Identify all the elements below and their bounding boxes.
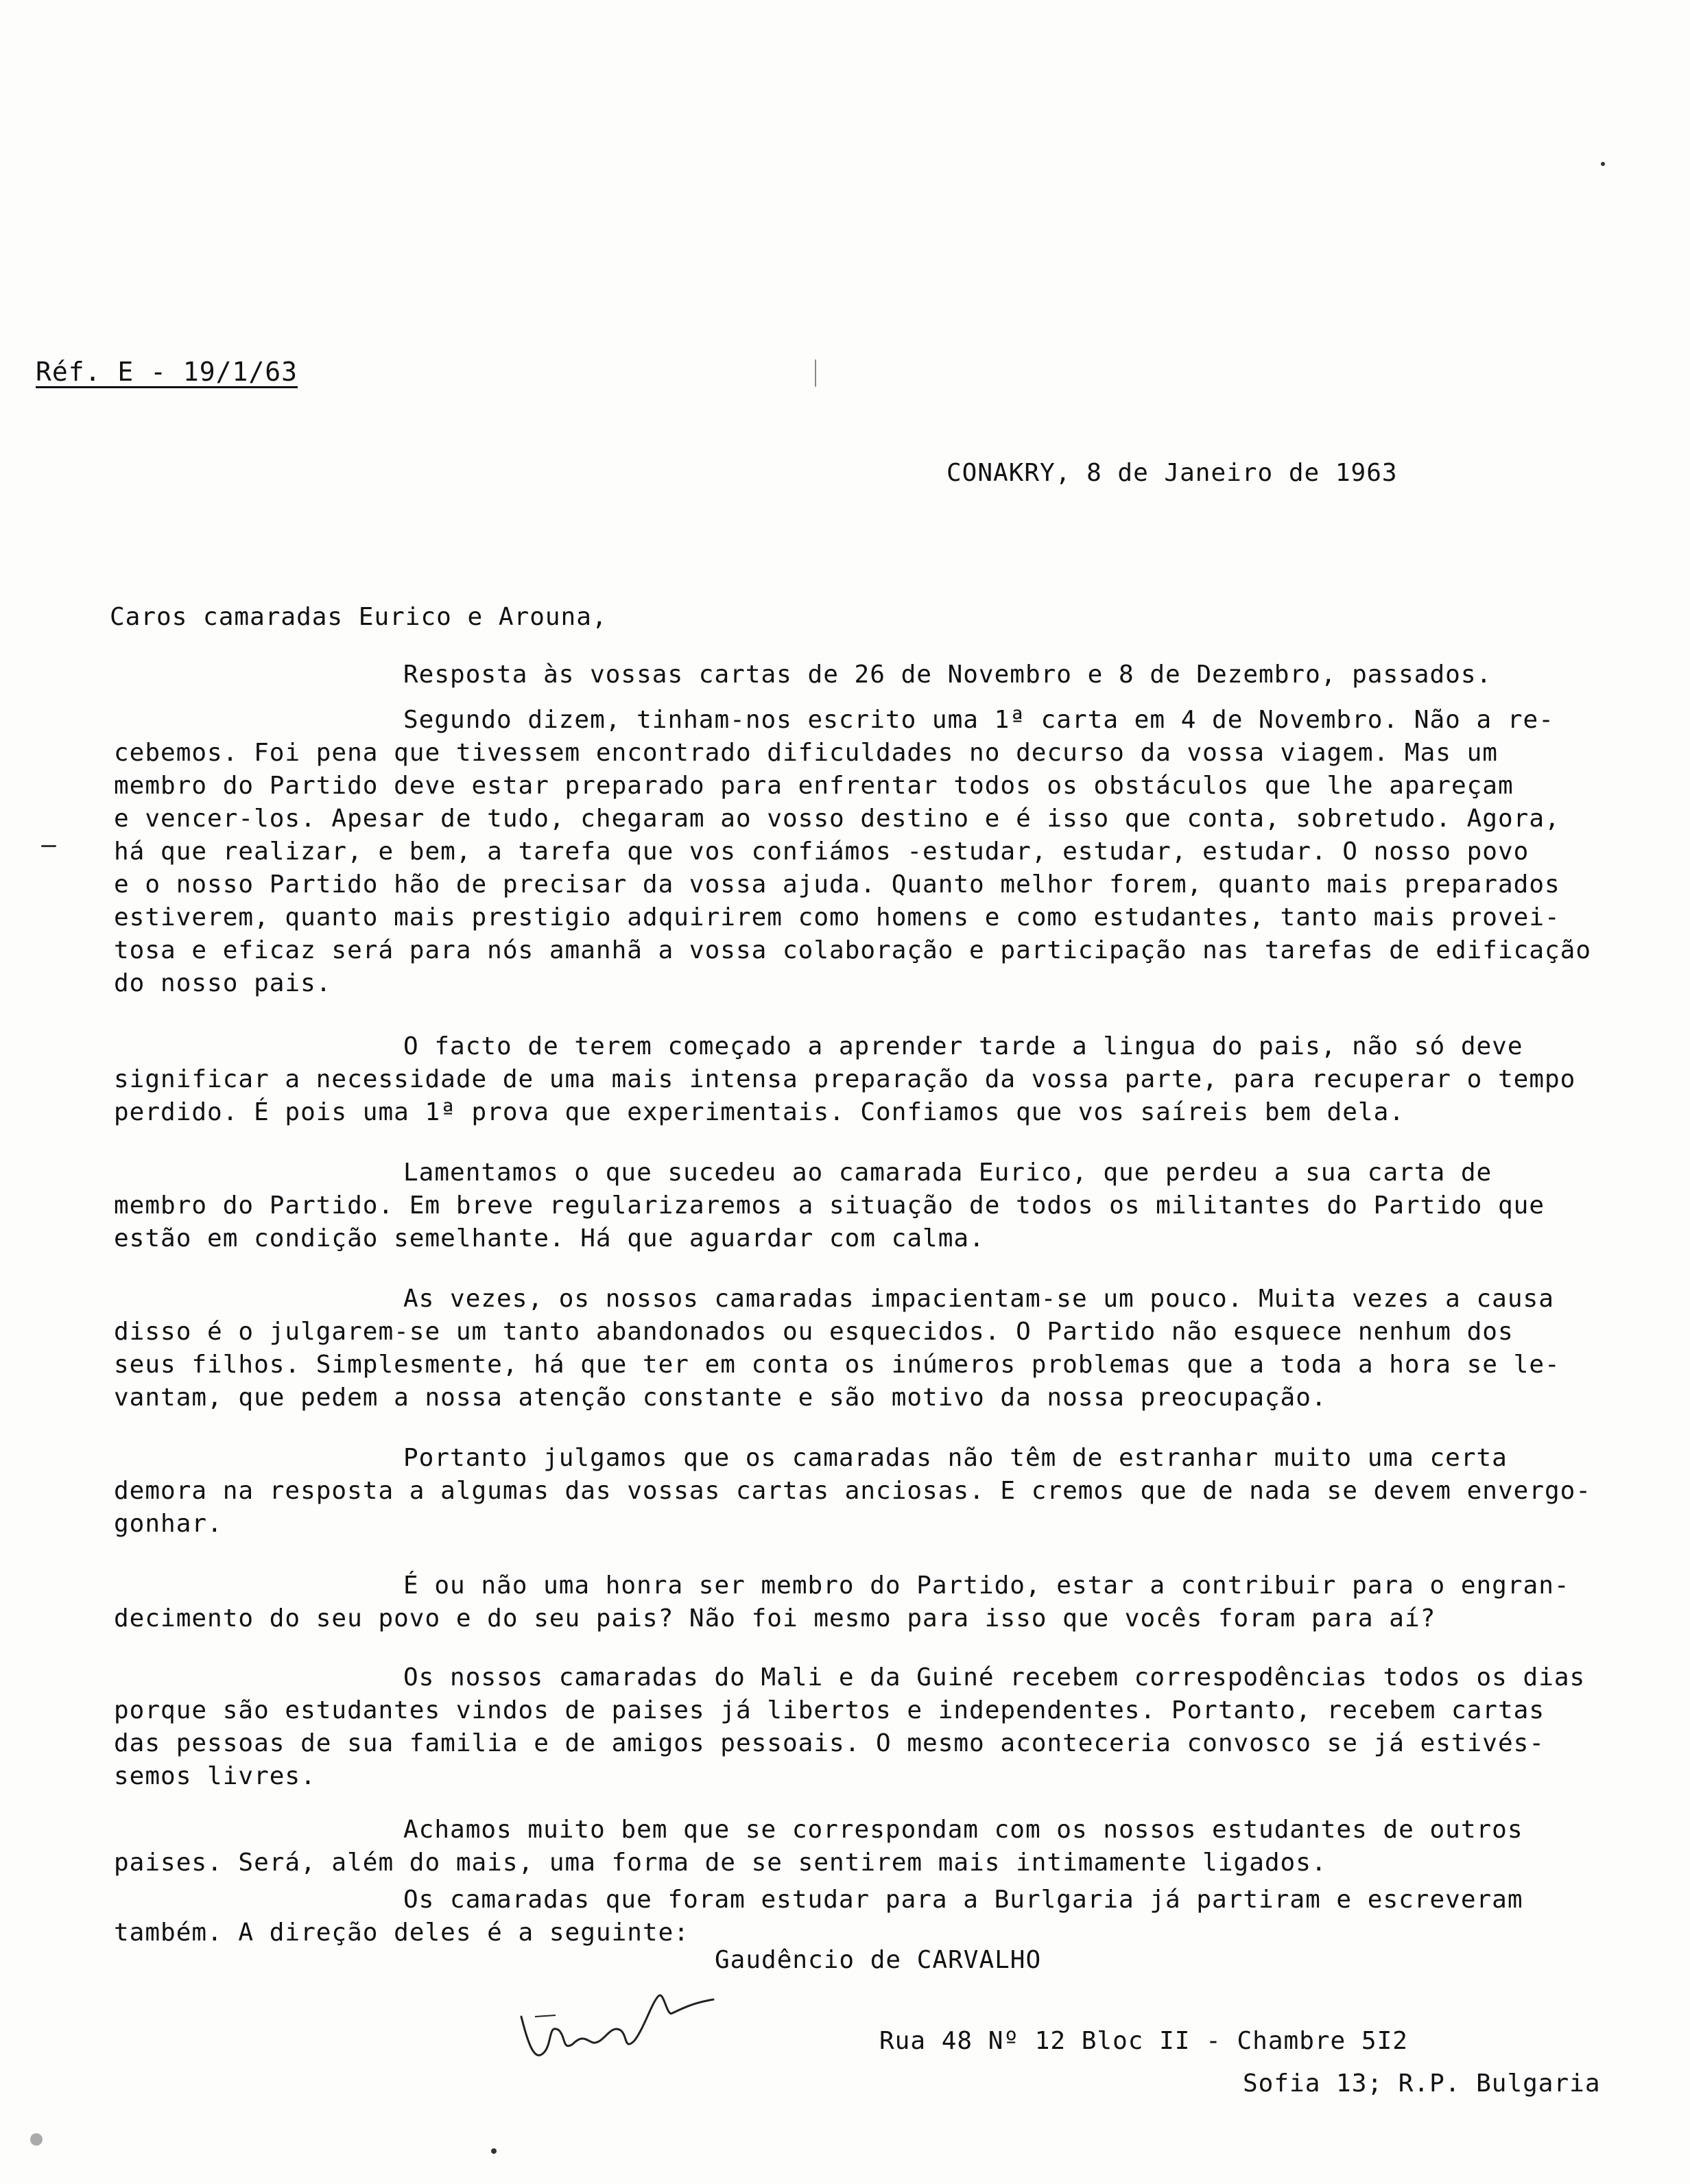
paragraph-2-line-4: e vencer-los. Apesar de tudo, chegaram ao vosso destino e é isso que conta, sobretudo. Agora, [114, 805, 1560, 833]
paragraph-2-line-7: estiverem, quanto mais prestigio adquirirem como homens e como estudantes, tanto mais provei- [114, 903, 1560, 931]
paragraph-4-line-1: Lamentamos o que sucedeu ao camarada Eurico, que perdeu a sua carta de [403, 1159, 1492, 1187]
paragraph-2-line-8: tosa e eficaz será para nós amanhã a vossa colaboração e participação nas tarefas de edificação [114, 936, 1592, 964]
scan-mark [41, 845, 56, 847]
paragraph-7-line-1: É ou não uma honra ser membro do Partido, estar a contribuir para o engran- [403, 1571, 1570, 1600]
paragraph-2-line-6: e o nosso Partido hão de precisar da vossa ajuda. Quanto melhor forem, quanto mais preparados [114, 870, 1560, 899]
paragraph-5-line-4: vantam, que pedem a nossa atenção constante e são motivo da nossa preocupação. [114, 1384, 1327, 1412]
scan-mark [815, 359, 816, 387]
paragraph-8-line-4: semos livres. [114, 1762, 316, 1790]
handwritten-signature [508, 1975, 727, 2085]
scan-speck [30, 2133, 43, 2146]
recipient-name: Gaudêncio de CARVALHO [715, 1946, 1042, 1974]
paragraph-2-line-1: Segundo dizem, tinham-nos escrito uma 1ª carta em 4 de Novembro. Não a re- [403, 706, 1554, 734]
paragraph-10-line-2: também. A direção deles é a seguinte: [114, 1919, 689, 1947]
paragraph-4-line-3: estão em condição semelhante. Há que aguardar com calma. [114, 1224, 985, 1253]
paragraph-5-line-3: seus filhos. Simplesmente, há que ter em conta os inúmeros problemas que a toda a hora se le- [114, 1351, 1560, 1379]
paragraph-8-line-1: Os nossos camaradas do Mali e da Guiné recebem correspodências todos os dias [403, 1663, 1586, 1692]
paragraph-2-line-9: do nosso pais. [114, 969, 332, 997]
paragraph-5-line-2: disso é o julgarem-se um tanto abandonados ou esquecidos. O Partido não esquece nenhum dos [114, 1318, 1514, 1346]
paragraph-6-line-2: demora na resposta a algumas das vossas cartas anciosas. E cremos que de nada se devem envergo- [114, 1477, 1592, 1505]
paragraph-6-line-3: gonhar. [114, 1510, 223, 1538]
paragraph-1-line-1: Resposta às vossas cartas de 26 de Novembro e 8 de Dezembro, passados. [403, 661, 1492, 689]
place-and-date: CONAKRY, 8 de Janeiro de 1963 [947, 459, 1398, 487]
paragraph-10-line-1: Os camaradas que foram estudar para a Burlgaria já partiram e escreveram [403, 1886, 1523, 1914]
paragraph-2-line-2: cebemos. Foi pena que tivessem encontrado dificuldades no decurso da vossa viagem. Mas um [114, 739, 1498, 767]
reference-number: Réf. E - 19/1/63 [36, 357, 298, 387]
paragraph-3-line-2: significar a necessidade de uma mais intensa preparação da vossa parte, para recuperar o tempo [114, 1065, 1576, 1093]
paragraph-2-line-3: membro do Partido deve estar preparado para enfrentar todos os obstáculos que lhe apareçam [114, 772, 1514, 800]
salutation: Caros camaradas Eurico e Arouna, [110, 603, 608, 631]
paragraph-6-line-1: Portanto julgamos que os camaradas não têm de estranhar muito uma certa [403, 1444, 1508, 1472]
paragraph-3-line-3: perdido. É pois uma 1ª prova que experimentais. Confiamos que vos saíreis bem dela. [114, 1098, 1405, 1126]
paragraph-3-line-1: O facto de terem começado a aprender tarde a lingua do pais, não só deve [403, 1032, 1523, 1060]
address-line-2: Sofia 13; R.P. Bulgaria [1243, 2069, 1601, 2098]
paragraph-8-line-2: porque são estudantes vindos de paises já libertos e independentes. Portanto, recebem cartas [114, 1696, 1545, 1724]
paragraph-9-line-1: Achamos muito bem que se correspondam com os nossos estudantes de outros [403, 1816, 1523, 1844]
paragraph-8-line-3: das pessoas de sua familia e de amigos pessoais. O mesmo aconteceria convosco se já estivés- [114, 1729, 1545, 1757]
scan-speck [1601, 162, 1605, 166]
paragraph-2-line-5: há que realizar, e bem, a tarefa que vos confiámos -estudar, estudar, estudar. O nosso povo [114, 838, 1530, 866]
paragraph-4-line-2: membro do Partido. Em breve regularizaremos a situação de todos os militantes do Partido que [114, 1191, 1545, 1220]
paragraph-7-line-2: decimento do seu povo e do seu pais? Não foi mesmo para isso que vocês foram para aí? [114, 1604, 1436, 1633]
address-line-1: Rua 48 Nº 12 Bloc II - Chambre 5I2 [879, 2027, 1408, 2055]
paragraph-9-line-2: paises. Será, além do mais, uma forma de se sentirem mais intimamente ligados. [114, 1849, 1327, 1877]
scan-speck [491, 2148, 497, 2154]
paragraph-5-line-1: As vezes, os nossos camaradas impacientam-se um pouco. Muita vezes a causa [403, 1285, 1554, 1313]
